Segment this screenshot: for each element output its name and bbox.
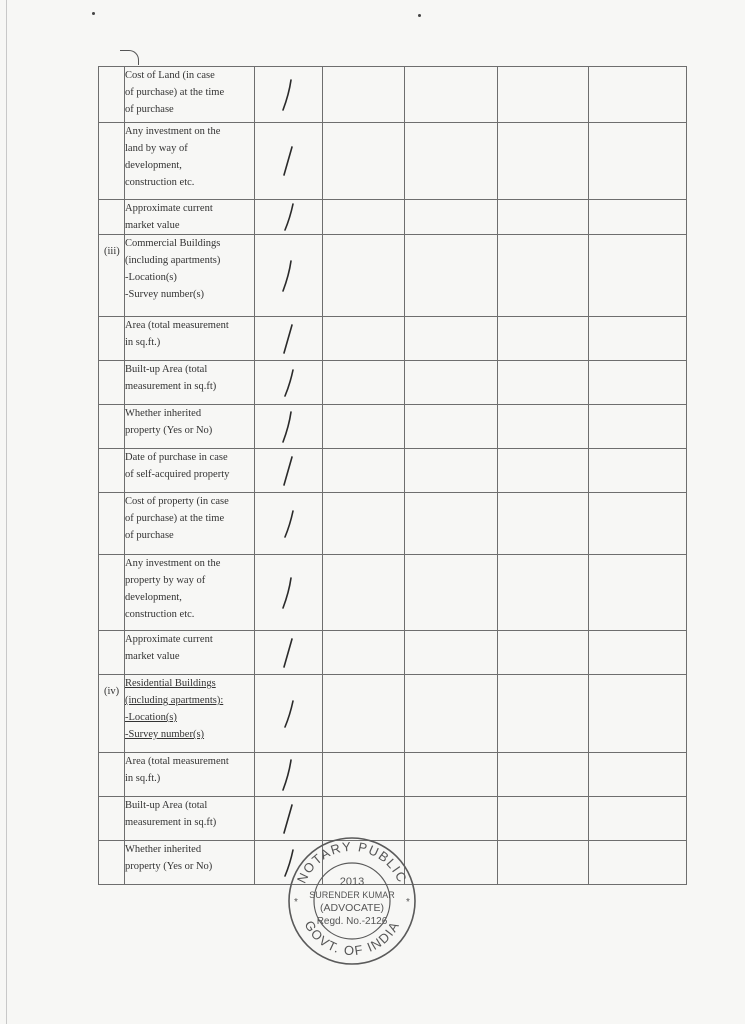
item-number xyxy=(99,841,124,849)
empty-entry-cell xyxy=(405,123,498,200)
empty-entry-cell xyxy=(405,555,498,631)
handwritten-slash-mark xyxy=(279,574,297,612)
empty-entry-cell xyxy=(323,631,405,675)
field-label: Built-up Area (total measurement in sq.ft) xyxy=(125,364,217,392)
handwritten-slash-mark xyxy=(279,756,297,794)
stamp-star-right: * xyxy=(406,897,410,908)
item-number-cell xyxy=(99,449,125,493)
property-declaration-table xyxy=(98,66,687,885)
empty-entry-cell xyxy=(323,405,405,449)
field-label: Any investment on the land by way of development, construction etc. xyxy=(125,126,221,188)
handwritten-slash-mark xyxy=(279,408,297,446)
handwritten-mark-cell xyxy=(255,235,323,317)
empty-entry-cell xyxy=(405,449,498,493)
stamp-regd: Regd. No.-2126 xyxy=(316,916,388,927)
stamp-bottom-text: GOVT. OF INDIA xyxy=(301,918,403,959)
empty-entry-cell xyxy=(405,675,498,753)
empty-entry-cell xyxy=(498,235,589,317)
field-label-cell xyxy=(125,361,255,405)
speck xyxy=(92,12,95,15)
empty-entry-cell xyxy=(498,449,589,493)
field-label: Any investment on the property by way of development, construction etc. xyxy=(125,558,221,620)
table-row xyxy=(99,449,687,493)
field-label-cell xyxy=(125,235,255,317)
handwritten-mark-cell xyxy=(255,555,323,631)
handwritten-slash-mark xyxy=(279,452,297,490)
field-label: Area (total measurement in sq.ft.) xyxy=(125,756,229,784)
empty-entry-cell xyxy=(589,200,687,235)
handwritten-mark-cell xyxy=(255,797,323,841)
table-row xyxy=(99,361,687,405)
item-number xyxy=(99,555,124,563)
table-row xyxy=(99,200,687,235)
empty-entry-cell xyxy=(498,123,589,200)
handwritten-mark-cell xyxy=(255,317,323,361)
item-number-cell xyxy=(99,753,125,797)
field-label-cell xyxy=(125,841,255,885)
empty-entry-cell xyxy=(589,631,687,675)
table-row xyxy=(99,555,687,631)
item-number-cell xyxy=(99,841,125,885)
item-number xyxy=(99,493,124,501)
empty-entry-cell xyxy=(498,675,589,753)
handwritten-mark-cell xyxy=(255,675,323,753)
item-number-cell xyxy=(99,317,125,361)
notary-stamp xyxy=(282,835,422,967)
field-label: Built-up Area (total measurement in sq.ft) xyxy=(125,800,217,828)
empty-entry-cell xyxy=(498,631,589,675)
handwritten-slash-mark xyxy=(279,695,297,733)
empty-entry-cell xyxy=(323,67,405,123)
item-number-cell xyxy=(99,123,125,200)
handwritten-slash-mark xyxy=(279,142,297,180)
item-number xyxy=(99,361,124,369)
field-label-cell xyxy=(125,555,255,631)
table-row xyxy=(99,317,687,361)
item-number xyxy=(99,797,124,805)
field-label: Approximate current market value xyxy=(125,634,213,662)
item-number-cell xyxy=(99,493,125,555)
handwritten-slash-mark xyxy=(279,634,297,672)
field-label-cell xyxy=(125,449,255,493)
handwritten-mark-cell xyxy=(255,67,323,123)
item-number-cell xyxy=(99,555,125,631)
empty-entry-cell xyxy=(589,67,687,123)
item-number: (iii) xyxy=(104,246,120,257)
item-number xyxy=(99,67,124,75)
table-row xyxy=(99,67,687,123)
empty-entry-cell xyxy=(405,235,498,317)
field-label: Cost of Land (in case of purchase) at the time of purchase xyxy=(125,70,225,115)
empty-entry-cell xyxy=(589,405,687,449)
item-number xyxy=(99,631,124,639)
empty-entry-cell xyxy=(589,449,687,493)
table-row xyxy=(99,493,687,555)
field-label: Whether inherited property (Yes or No) xyxy=(125,408,213,436)
item-number-cell xyxy=(99,361,125,405)
empty-entry-cell xyxy=(498,67,589,123)
field-label-cell xyxy=(125,200,255,235)
field-label: Approximate current market value xyxy=(125,203,213,231)
empty-entry-cell xyxy=(498,405,589,449)
stamp-name: SURENDER KUMAR xyxy=(309,890,395,900)
item-number xyxy=(99,200,124,208)
empty-entry-cell xyxy=(405,753,498,797)
empty-entry-cell xyxy=(589,317,687,361)
field-label: Residential Buildings (including apartments): -Location(s) -Survey number(s) xyxy=(125,678,224,740)
handwritten-slash-mark xyxy=(279,505,297,543)
empty-entry-cell xyxy=(323,675,405,753)
empty-entry-cell xyxy=(589,123,687,200)
empty-entry-cell xyxy=(323,797,405,841)
item-number xyxy=(99,317,124,325)
empty-entry-cell xyxy=(589,361,687,405)
item-number-cell xyxy=(99,675,125,753)
empty-entry-cell xyxy=(323,449,405,493)
handwritten-mark-cell xyxy=(255,449,323,493)
field-label-cell xyxy=(125,631,255,675)
empty-entry-cell xyxy=(405,631,498,675)
item-number xyxy=(99,405,124,413)
empty-entry-cell xyxy=(323,753,405,797)
empty-entry-cell xyxy=(323,317,405,361)
handwritten-slash-mark xyxy=(279,800,297,838)
field-label: Area (total measurement in sq.ft.) xyxy=(125,320,229,348)
empty-entry-cell xyxy=(498,361,589,405)
item-number-cell xyxy=(99,200,125,235)
empty-entry-cell xyxy=(405,361,498,405)
empty-entry-cell xyxy=(589,753,687,797)
corner-mark xyxy=(120,50,139,65)
empty-entry-cell xyxy=(323,555,405,631)
handwritten-mark-cell xyxy=(255,493,323,555)
empty-entry-cell xyxy=(323,235,405,317)
item-number xyxy=(99,753,124,761)
field-label-cell xyxy=(125,797,255,841)
field-label: Commercial Buildings (including apartments) -Location(s) -Survey number(s) xyxy=(125,238,221,300)
handwritten-slash-mark xyxy=(279,76,297,114)
empty-entry-cell xyxy=(589,555,687,631)
item-number xyxy=(99,123,124,131)
empty-entry-cell xyxy=(589,675,687,753)
handwritten-slash-mark xyxy=(279,198,297,236)
empty-entry-cell xyxy=(323,123,405,200)
field-label-cell xyxy=(125,123,255,200)
empty-entry-cell xyxy=(498,493,589,555)
table-row xyxy=(99,405,687,449)
item-number-cell xyxy=(99,631,125,675)
empty-entry-cell xyxy=(405,405,498,449)
empty-entry-cell xyxy=(498,317,589,361)
item-number-cell xyxy=(99,67,125,123)
field-label-cell xyxy=(125,405,255,449)
handwritten-mark-cell xyxy=(255,753,323,797)
handwritten-mark-cell xyxy=(255,361,323,405)
table-row xyxy=(99,797,687,841)
field-label-cell xyxy=(125,753,255,797)
field-label-cell xyxy=(125,317,255,361)
item-number-cell xyxy=(99,235,125,317)
stamp-year: 2013 xyxy=(339,876,365,888)
speck xyxy=(418,14,421,17)
handwritten-mark-cell xyxy=(255,631,323,675)
empty-entry-cell xyxy=(498,753,589,797)
table-row xyxy=(99,123,687,200)
handwritten-mark-cell xyxy=(255,123,323,200)
field-label: Whether inherited property (Yes or No) xyxy=(125,844,213,872)
empty-entry-cell xyxy=(405,200,498,235)
field-label-cell xyxy=(125,67,255,123)
handwritten-slash-mark xyxy=(279,364,297,402)
empty-entry-cell xyxy=(589,235,687,317)
table-row xyxy=(99,675,687,753)
field-label: Cost of property (in case of purchase) at the time of purchase xyxy=(125,496,229,541)
empty-entry-cell xyxy=(498,555,589,631)
table-row xyxy=(99,753,687,797)
handwritten-slash-mark xyxy=(279,257,297,295)
item-number: (iv) xyxy=(104,686,120,697)
empty-entry-cell xyxy=(405,493,498,555)
empty-entry-cell xyxy=(589,493,687,555)
handwritten-slash-mark xyxy=(279,320,297,358)
item-number-cell xyxy=(99,405,125,449)
field-label-cell xyxy=(125,493,255,555)
empty-entry-cell xyxy=(589,841,687,885)
empty-entry-cell xyxy=(405,67,498,123)
empty-entry-cell xyxy=(498,841,589,885)
field-label-cell xyxy=(125,675,255,753)
item-number xyxy=(99,449,124,457)
stamp-star-left: * xyxy=(294,897,298,908)
field-label: Date of purchase in case of self-acquired property xyxy=(125,452,230,480)
empty-entry-cell xyxy=(323,493,405,555)
empty-entry-cell xyxy=(323,200,405,235)
empty-entry-cell xyxy=(405,797,498,841)
stamp-top-text: NOTARY PUBLIC xyxy=(293,838,411,886)
page-edge xyxy=(6,0,7,1024)
table-row xyxy=(99,235,687,317)
empty-entry-cell xyxy=(323,361,405,405)
item-number-cell xyxy=(99,797,125,841)
empty-entry-cell xyxy=(498,797,589,841)
empty-entry-cell xyxy=(498,200,589,235)
stamp-title: (ADVOCATE) xyxy=(320,902,384,914)
handwritten-mark-cell xyxy=(255,405,323,449)
table-row xyxy=(99,631,687,675)
empty-entry-cell xyxy=(589,797,687,841)
handwritten-mark-cell xyxy=(255,200,323,235)
empty-entry-cell xyxy=(405,317,498,361)
